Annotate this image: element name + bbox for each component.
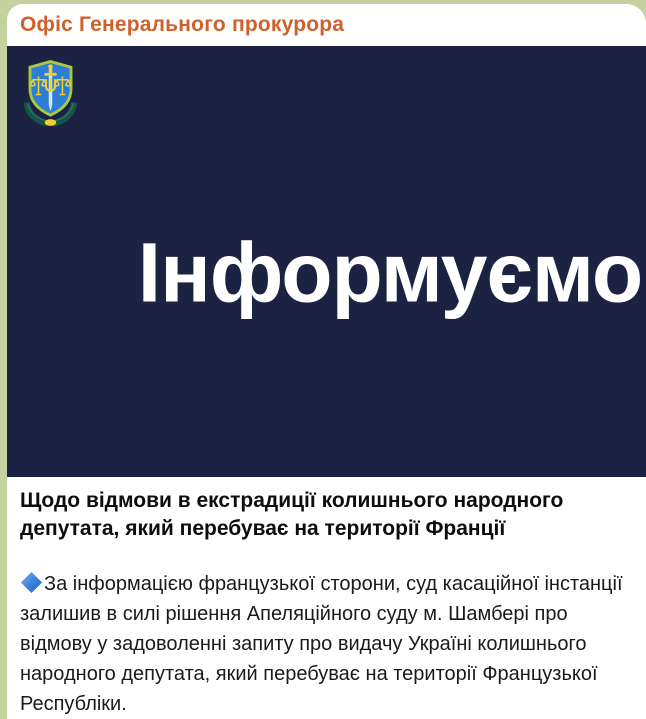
image-title: Інформуємо <box>137 225 643 320</box>
post-image[interactable] <box>7 46 646 477</box>
channel-header <box>7 4 646 46</box>
post-headline: Щодо відмови в екстрадиції колишнього народного депутата, який перебуває на території Франції <box>20 489 564 540</box>
prosecutor-emblem-icon <box>22 59 79 134</box>
post-body-text: За інформацією французької сторони, суд касаційної інстанції залишив в силі рішення Апеляційного суду м. Шамбері про відмову у задоволенні запиту про видачу Україні колишнього народного депутата, який перебуває на території Французької Республіки. <box>20 573 623 715</box>
message-bubble <box>7 4 646 719</box>
post-body <box>20 569 633 719</box>
message-text-block <box>7 477 646 719</box>
blue-diamond-icon <box>20 571 43 594</box>
channel-name[interactable]: Офіс Генерального прокурора <box>20 13 345 36</box>
